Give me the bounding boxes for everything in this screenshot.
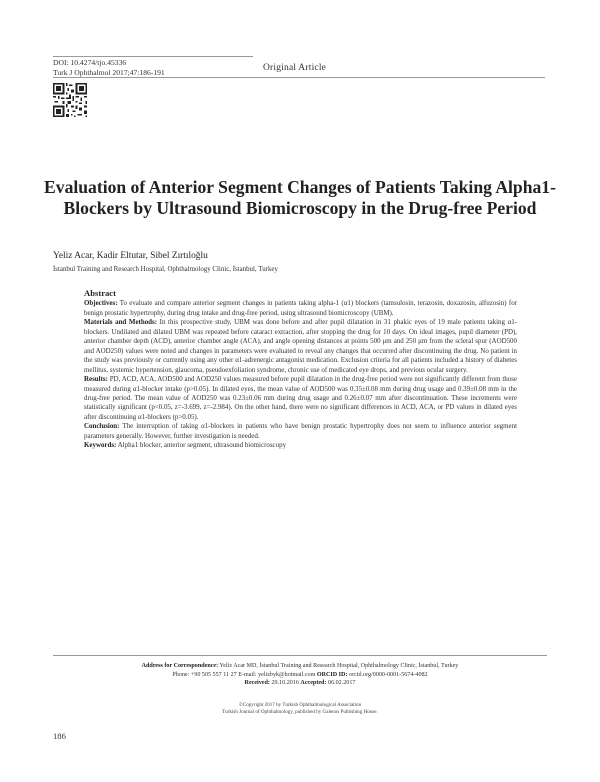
correspondence-contact bbox=[60, 671, 540, 680]
abstract-methods bbox=[84, 318, 517, 375]
received-label: Received: bbox=[244, 680, 270, 687]
header-rule bbox=[53, 77, 545, 78]
article-title: Evaluation of Anterior Segment Changes of Patients Taking Alpha1-Blockers by Ultrasound Biomicroscopy in the Drug-free Period bbox=[44, 177, 556, 218]
objectives-label: Objectives: bbox=[84, 299, 118, 308]
abstract-results bbox=[84, 375, 517, 422]
citation: Turk J Ophthalmol 2017;47:186-191 bbox=[53, 68, 165, 77]
objectives-text: To evaluate and compare anterior segment changes in patients taking alpha-1 (α1) blockers (tamsulosin, terazosin, doxazosin, alfuzosin) for benign prostatic hypertrophy, during drug intake and drug-free period, using ultrasound biomicroscopy (UBM). bbox=[84, 299, 518, 317]
copyright bbox=[100, 702, 500, 716]
keywords-text: Alpha1 blocker, anterior segment, ultrasound biomicroscopy bbox=[117, 441, 287, 450]
article-type: Original Article bbox=[263, 63, 327, 73]
correspondence-rule bbox=[53, 655, 547, 656]
correspondence-dates bbox=[60, 679, 540, 688]
copyright-line-1: ©Copyright 2017 by Turkish Ophthalmological Association bbox=[238, 702, 362, 708]
conclusion-text: The interruption of taking α1-blockers in patients who have benign prostatic hypertrophy does not seem to influence anterior segment parameters generally. However, further investigation is needed. bbox=[84, 422, 517, 440]
orcid-link[interactable]: orcid.org/0000-0001-5674-4082 bbox=[349, 671, 428, 678]
affiliation: İstanbul Training and Research Hospital, Ophthalmology Clinic, İstanbul, Turkey bbox=[53, 266, 278, 273]
phone-label: Phone: bbox=[172, 671, 190, 678]
received-date: 29.10.2016 bbox=[271, 680, 299, 687]
orcid-label: ORCID ID: bbox=[316, 671, 348, 678]
results-text: PD, ACD, ACA, AOD500 and AOD250 values measured before pupil dilatation in the drug-free period were not significantly different from those measured during α1-blocker intake (p>0.05). In dilated eyes, the mean value of AOD500 was 0.35±0.08 mm during drug usage and 0.39±0.08 mm in the drug-free period. The mean value of AOD250 was 0.23±0.06 mm during drug usage and 0.26±0.07 mm after discontinuation. These increments were statistically significant (p<0.05, z=-3.699, z=-2.984). On the other hand, there were no significant differences in ACD, ACA, or PD values in dilated eyes after discontinuing α1-blockers (p>0.05). bbox=[84, 375, 517, 421]
doi[interactable]: DOI: 10.4274/tjo.45336 bbox=[53, 58, 127, 67]
keywords-label: Keywords: bbox=[84, 441, 117, 450]
copyright-line-2: Turkish Journal of Ophthalmology, published by Galenos Publishing House. bbox=[222, 709, 378, 715]
abstract-objectives bbox=[84, 299, 517, 318]
page-number: 186 bbox=[53, 731, 66, 741]
address-text: Yeliz Acar MD, İstanbul Training and Research Hospital, Ophthalmology Clinic, İstanbul, Turkey bbox=[219, 663, 459, 669]
header-top-rule bbox=[53, 56, 253, 57]
phone-text: +90 505 557 11 27 bbox=[190, 671, 237, 678]
conclusion-label: Conclusion: bbox=[84, 422, 120, 431]
abstract-heading: Abstract bbox=[84, 288, 116, 298]
accepted-date: 06.02.2017 bbox=[328, 680, 356, 687]
accepted-label: Accepted: bbox=[300, 680, 327, 687]
correspondence-block bbox=[60, 662, 540, 688]
methods-text: In this prospective study, UBM was done before and after pupil dilatation in 31 phakic eyes of 19 male patients taking α1-blockers. Undilated and dilated UBM was repeated before cataract extraction, after stopping the drug for 10 days. On ideal images, pupil diameter (PD), anterior chamber depth (ACD), anterior chamber angle (ACA), and angle opening distances at points 500 μm and 250 μm from the scleral spur (AOD500 and AOD250) values were noted and changes in parameters were evaluated to reveal any changes that occurred after discontinuing the drug. No patient in the study was previously or currently using any other α1-adrenergic antagonist medication. Exclusion criteria for all patients included a history of diabetes mellitus, systemic hypertension, glaucoma, pseudoexfoliation syndrome, chronic use of medicated eye drops, and previous ocular surgery. bbox=[84, 318, 518, 374]
qr-code-icon bbox=[53, 83, 87, 117]
doi-block bbox=[53, 58, 165, 78]
methods-label: Materials and Methods: bbox=[84, 318, 158, 327]
address-label: Address for Correspondence: bbox=[141, 663, 219, 669]
correspondence-address bbox=[60, 662, 540, 671]
results-label: Results: bbox=[84, 375, 108, 384]
authors: Yeliz Acar, Kadir Eltutar, Sibel Zırtıloğlu bbox=[53, 251, 208, 261]
email-label: E-mail: bbox=[238, 671, 257, 678]
email-link[interactable]: yelizbyk@hotmail.com bbox=[258, 671, 316, 678]
abstract-conclusion bbox=[84, 422, 517, 441]
abstract-keywords bbox=[84, 441, 517, 450]
abstract bbox=[84, 289, 517, 451]
